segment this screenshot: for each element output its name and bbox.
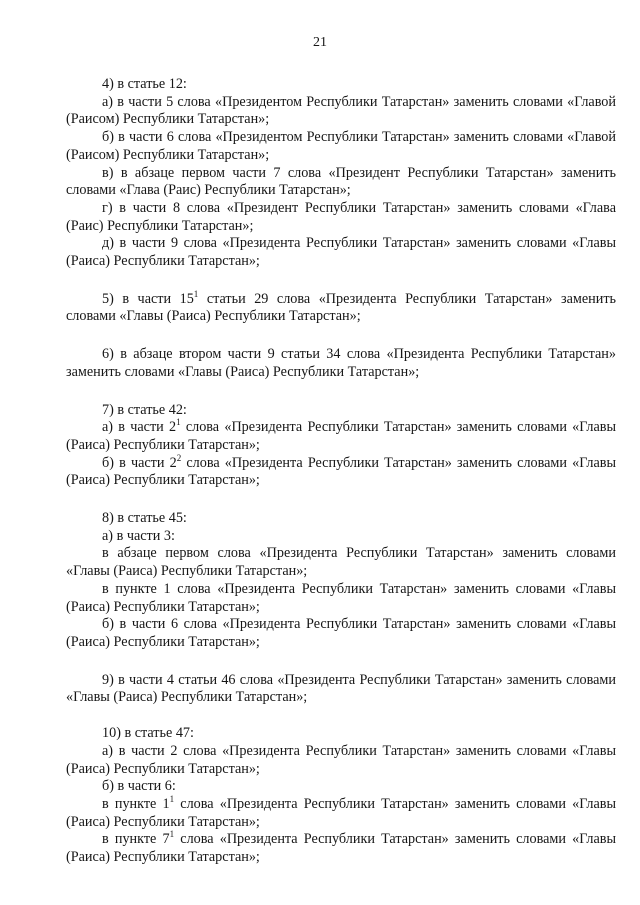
item-4-a: а) в части 5 слова «Президентом Республики Татарстан» заменить словами «Главой (Раисом) Республики Татарстан»; — [66, 93, 616, 128]
item-5-text-end: статьи 29 слова «Президента Республики Татарстан» заменить словами «Главы (Раиса) Республики Татарстан»; — [66, 290, 617, 325]
item-7-b-text-end: слова «Президента Республики Татарстан» заменить словами «Главы (Раиса) Республики Татарстан»; — [66, 454, 616, 489]
item-6: 6) в абзаце втором части 9 статьи 34 слова «Президента Республики Татарстан» заменить словами «Главы (Раиса) Республики Татарстан»; — [66, 346, 616, 380]
item-10-b-1-text-end: слова «Президента Республики Татарстан» заменить словами «Главы (Раиса) Республики Татарстан»; — [66, 795, 616, 830]
item-7-a — [66, 419, 616, 454]
item-9: 9) в части 4 статьи 46 слова «Президента Республики Татарстан» заменить словами «Главы (Раиса) Республики Татарстан»; — [66, 671, 616, 706]
item-10-heading: 10) в статье 47: — [102, 725, 194, 742]
item-7-b — [66, 452, 616, 490]
item-4-d: д) в части 9 слова «Президента Республики Татарстан» заменить словами «Главы (Раиса) Республики Татарстан»; — [66, 235, 616, 270]
item-8-a-heading: а) в части 3: — [102, 527, 175, 544]
item-10-b-2-superscript: 1 — [169, 829, 175, 840]
item-8-a-1: в абзаце первом слова «Президента Республики Татарстан» заменить словами «Главы (Раиса) Республики Татарстан»; — [66, 545, 616, 580]
item-4-b: б) в части 6 слова «Президентом Республики Татарстан» заменить словами «Главой (Раисом) Республики Татарстан»; — [66, 129, 616, 163]
item-7-b-text-start: б) в части 2 — [102, 454, 177, 471]
item-7-a-text-end: слова «Президента Республики Татарстан» заменить словами «Главы (Раиса) Республики Татарстан»; — [66, 419, 616, 453]
item-8-b: б) в части 6 слова «Президента Республики Татарстан» заменить словами «Главы (Раиса) Республики Татарстан»; — [66, 616, 616, 650]
item-5 — [66, 288, 617, 326]
item-4-g: г) в части 8 слова «Президент Республики Татарстан» заменить словами «Глава (Раис) Республики Татарстан»; — [66, 199, 616, 234]
item-8-a-2: в пункте 1 слова «Президента Республики Татарстан» заменить словами «Главы (Раиса) Республики Татарстан»; — [66, 580, 616, 615]
item-10-b-1 — [66, 793, 616, 831]
item-10-a: а) в части 2 слова «Президента Республики Татарстан» заменить словами «Главы (Раиса) Республики Татарстан»; — [66, 742, 616, 777]
item-4-v: в) в абзаце первом части 7 слова «Президент Республики Татарстан» заменить словами «Глава (Раис) Республики Татарстан»; — [66, 164, 616, 199]
item-5-superscript: 1 — [193, 288, 199, 299]
item-7-a-text-start: а) в части 2 — [102, 419, 177, 436]
item-10-b-1-text-start: в пункте 1 — [102, 795, 170, 812]
item-8-heading: 8) в статье 45: — [102, 510, 187, 527]
item-4-heading: 4) в статье 12: — [102, 76, 187, 92]
item-10-b-2-text-start: в пункте 7 — [102, 831, 170, 848]
item-10-b-heading: б) в части 6: — [102, 778, 176, 795]
item-10-b-2 — [66, 831, 616, 866]
item-7-b-superscript: 2 — [176, 452, 182, 463]
item-7-a-superscript: 1 — [176, 417, 181, 428]
document-body — [66, 76, 616, 867]
page-number: 21 — [313, 35, 327, 50]
item-5-text-start: 5) в части 15 — [102, 290, 194, 307]
item-10-b-2-text-end: слова «Президента Республики Татарстан» заменить словами «Главы (Раиса) Республики Татарстан»; — [66, 831, 616, 866]
item-10-b-1-superscript: 1 — [169, 793, 175, 804]
item-7-heading: 7) в статье 42: — [102, 401, 187, 418]
